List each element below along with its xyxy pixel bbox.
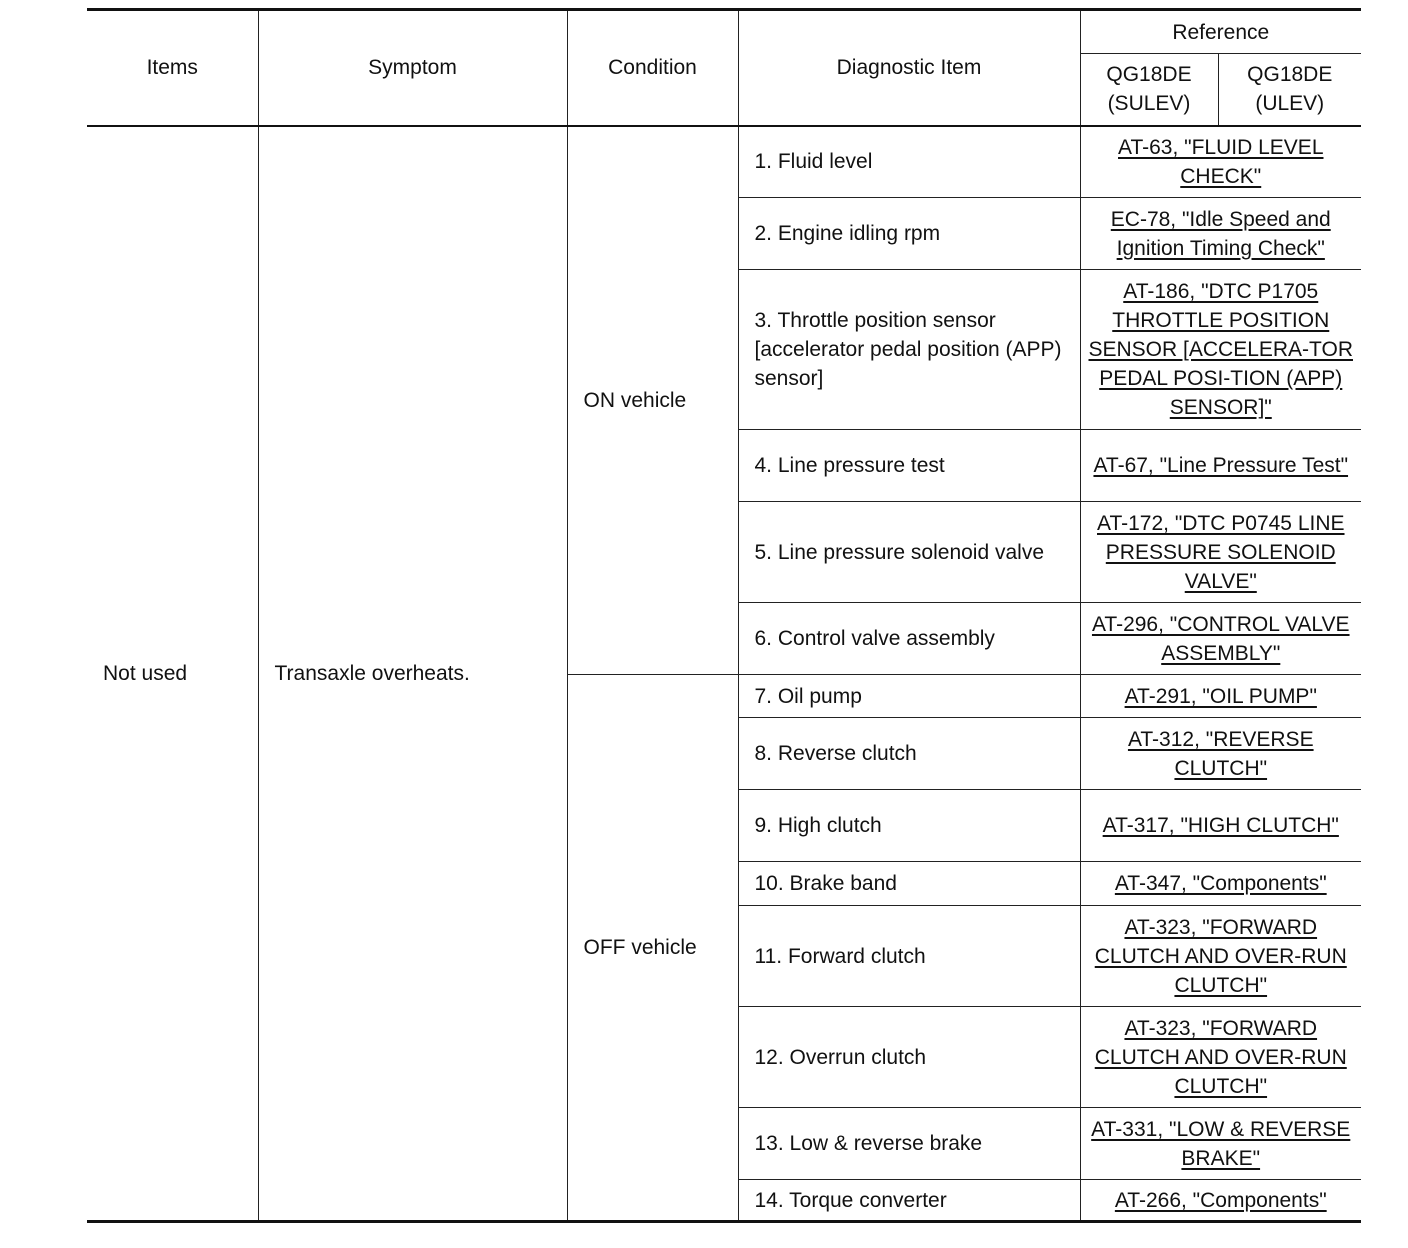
ref-link-4[interactable]: AT-67, "Line Pressure Test" [1093, 454, 1349, 477]
diag-item-1: 1. Fluid level [738, 126, 1080, 198]
diag-item-3: 3. Throttle position sensor [accelerator pedal position (APP) sensor] [738, 270, 1080, 430]
header-ref-sulev-line2: (SULEV) [1107, 92, 1191, 116]
header-ref-ulev-line2: (ULEV) [1255, 92, 1325, 116]
diag-item-8: 8. Reverse clutch [738, 718, 1080, 790]
ref-cell-7 [1080, 675, 1361, 718]
header-ref-ulev-line1: QG18DE [1247, 63, 1333, 87]
diag-item-10: 10. Brake band [738, 862, 1080, 906]
ref-cell-14 [1080, 1180, 1361, 1222]
ref-link-9[interactable]: AT-317, "HIGH CLUTCH" [1102, 814, 1339, 837]
ref-link-13[interactable]: AT-331, "LOW & REVERSE BRAKE" [1091, 1117, 1351, 1170]
header-ref-sulev [1080, 54, 1218, 126]
diag-item-13: 13. Low & reverse brake [738, 1108, 1080, 1180]
ref-link-12[interactable]: AT-323, "FORWARD CLUTCH AND OVER-RUN CLUTCH" [1094, 1016, 1347, 1098]
ref-link-14[interactable]: AT-266, "Components" [1114, 1188, 1327, 1212]
diag-item-6: 6. Control valve assembly [738, 603, 1080, 675]
ref-cell-1 [1080, 126, 1361, 198]
cell-symptom: Transaxle overheats. [258, 126, 567, 1222]
ref-cell-13 [1080, 1108, 1361, 1180]
header-reference: Reference [1080, 10, 1361, 54]
diag-item-7: 7. Oil pump [738, 675, 1080, 718]
ref-cell-3 [1080, 270, 1361, 430]
ref-link-1[interactable]: AT-63, "FLUID LEVEL CHECK" [1118, 135, 1324, 188]
ref-cell-8 [1080, 718, 1361, 790]
diag-item-2: 2. Engine idling rpm [738, 198, 1080, 270]
header-condition: Condition [567, 10, 738, 126]
diag-item-11: 11. Forward clutch [738, 906, 1080, 1007]
ref-link-6[interactable]: AT-296, "CONTROL VALVE ASSEMBLY" [1091, 612, 1350, 665]
diag-item-5: 5. Line pressure solenoid valve [738, 502, 1080, 603]
cell-condition-off: OFF vehicle [567, 675, 738, 1222]
ref-cell-4 [1080, 430, 1361, 502]
ref-link-11[interactable]: AT-323, "FORWARD CLUTCH AND OVER-RUN CLUTCH" [1094, 915, 1347, 997]
header-symptom: Symptom [258, 10, 567, 126]
header-ref-ulev [1218, 54, 1361, 126]
diagnostic-table-frame [87, 8, 1361, 1223]
ref-cell-5 [1080, 502, 1361, 603]
ref-cell-12 [1080, 1007, 1361, 1108]
ref-cell-11 [1080, 906, 1361, 1007]
diag-item-14: 14. Torque converter [738, 1180, 1080, 1222]
ref-link-8[interactable]: AT-312, "REVERSE CLUTCH" [1127, 727, 1314, 780]
diag-item-9: 9. High clutch [738, 790, 1080, 862]
header-diagnostic-item: Diagnostic Item [738, 10, 1080, 126]
diagnostic-table [87, 8, 1361, 1223]
diag-item-4: 4. Line pressure test [738, 430, 1080, 502]
ref-cell-10 [1080, 862, 1361, 906]
ref-link-3[interactable]: AT-186, "DTC P1705 THROTTLE POSITION SENSOR [ACCELERA-TOR PEDAL POSI-TION (APP) SENSOR]" [1088, 280, 1353, 419]
ref-link-7[interactable]: AT-291, "OIL PUMP" [1124, 684, 1317, 708]
ref-link-5[interactable]: AT-172, "DTC P0745 LINE PRESSURE SOLENOID VALVE" [1097, 511, 1345, 593]
ref-link-2[interactable]: EC-78, "Idle Speed and Ignition Timing Check" [1110, 207, 1331, 260]
header-items: Items [87, 10, 258, 126]
cell-condition-on: ON vehicle [567, 126, 738, 675]
header-ref-sulev-line1: QG18DE [1106, 63, 1192, 87]
ref-cell-2 [1080, 198, 1361, 270]
diag-item-12: 12. Overrun clutch [738, 1007, 1080, 1108]
ref-cell-9 [1080, 790, 1361, 862]
cell-item: Not used [87, 126, 258, 1222]
ref-link-10[interactable]: AT-347, "Components" [1114, 872, 1327, 895]
ref-cell-6 [1080, 603, 1361, 675]
